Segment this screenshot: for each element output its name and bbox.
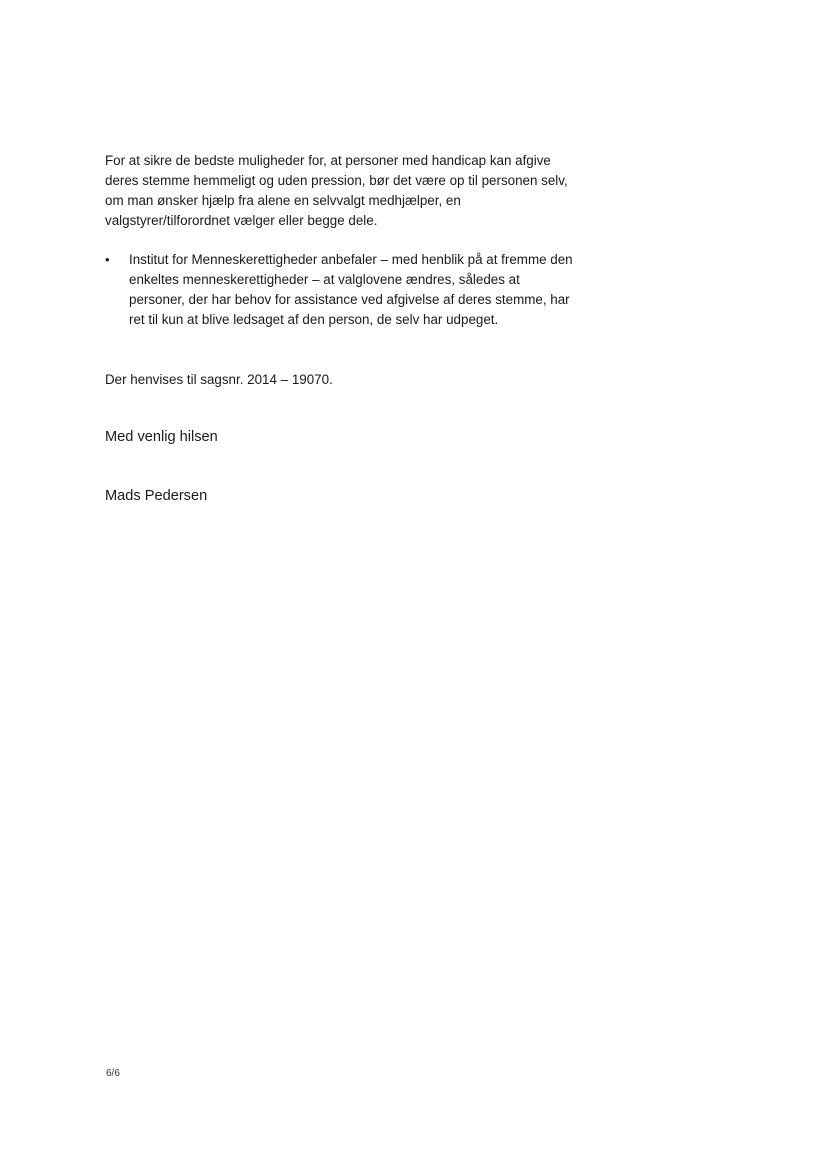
page-number: 6/6 [106,1068,120,1079]
closing-greeting: Med venlig hilsen [105,429,218,445]
bullet-icon: • [105,252,110,267]
case-reference: Der henvises til sagsnr. 2014 – 19070. [105,372,333,387]
bullet-text: Institut for Menneskerettigheder anbefaler – med henblik på at fremme den enkeltes menneskerettigheder – at valglovene ændres, således at personer, der har behov for assistance ved afgivelse af deres stemme, har ret til kun at blive ledsaget af den person, de selv har udpeget. [129,252,573,327]
signature-name: Mads Pedersen [105,488,208,504]
paragraph-intro: For at sikre de bedste muligheder for, at personer med handicap kan afgive deres stemme hemmeligt og uden pression, bør det være op til personen selv, om man ønsker hjælp fra alene en selvvalgt medhjælper, en valgstyrer/tilforordnet vælger eller begge dele. [105,153,568,228]
